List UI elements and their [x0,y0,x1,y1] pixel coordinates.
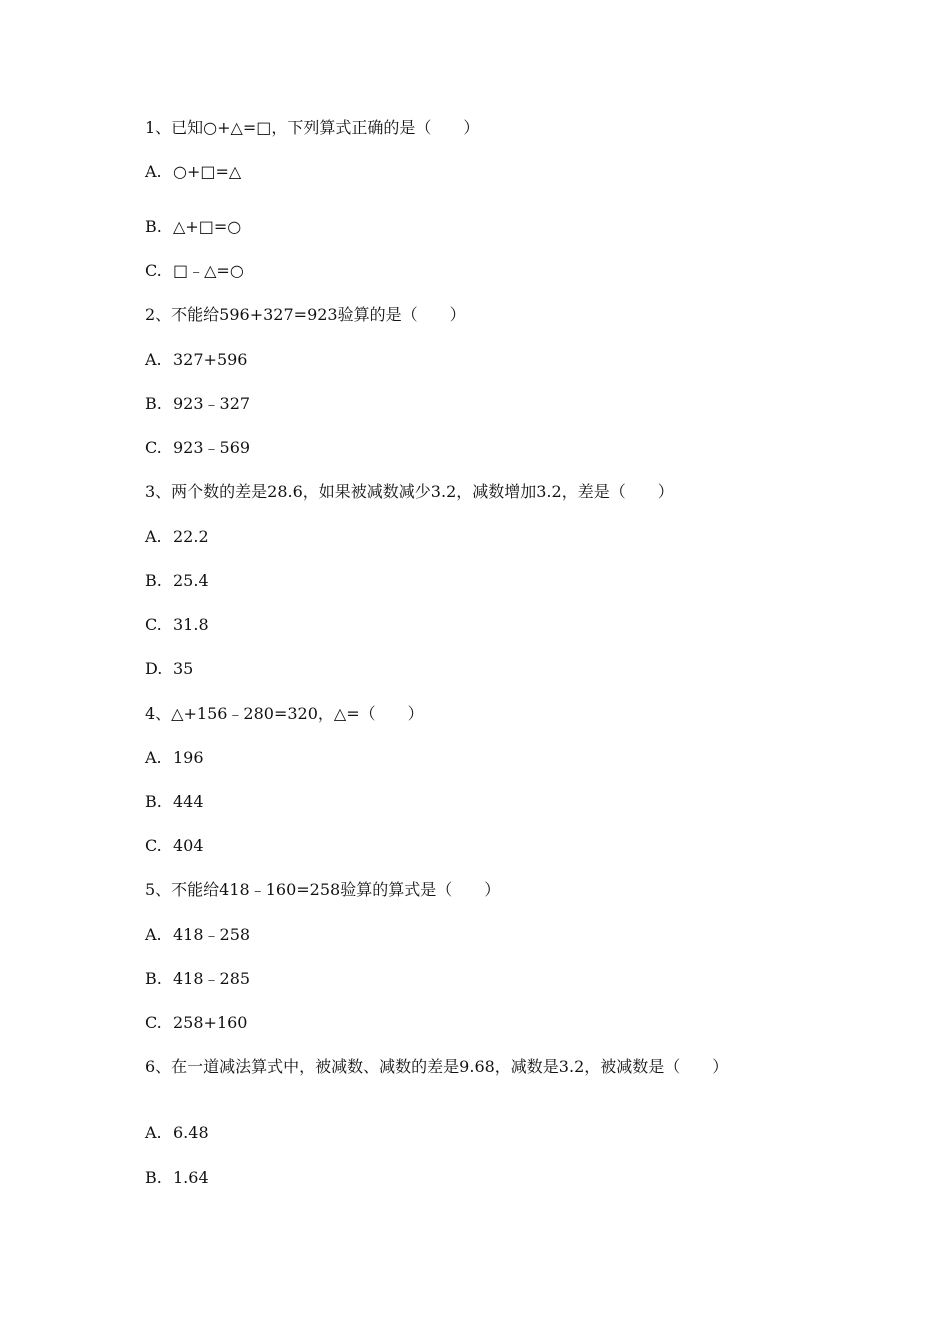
option-letter: C. [145,438,162,457]
option-text: 923﹣327 [173,394,251,413]
option-letter: B. [145,1168,162,1187]
option-letter: B. [145,217,162,236]
question-1-option-a [145,161,241,183]
question-4-option-a [145,747,204,769]
question-1-option-c [145,260,244,282]
option-letter: B. [145,571,162,590]
option-letter: A. [145,527,162,546]
option-text: 404 [173,836,204,855]
question-5-text: 5、不能给418﹣160=258验算的算式是（ ） [145,880,501,899]
question-1-text: 1、已知○+△=□，下列算式正确的是（ ） [145,118,480,137]
option-text: 327+596 [173,350,248,369]
question-4-option-b [145,791,204,813]
question-3-option-b [145,570,209,592]
question-2-text: 2、不能给596+327=923验算的是（ ） [145,305,466,324]
option-text: 1.64 [173,1168,209,1187]
option-letter: C. [145,261,162,280]
question-6-text: 6、在一道减法算式中，被减数、减数的差是9.68，减数是3.2，被减数是（ ） [145,1057,729,1076]
question-3-text: 3、两个数的差是28.6，如果被减数减少3.2，减数增加3.2，差是（ ） [145,482,674,501]
question-5-option-a [145,924,250,946]
option-letter: D. [145,659,163,678]
option-letter: A. [145,162,162,181]
question-4-option-c [145,835,204,857]
option-text: 923﹣569 [173,438,251,457]
option-letter: A. [145,1123,162,1142]
option-text: 418﹣285 [173,969,251,988]
option-text: 444 [173,792,204,811]
question-3-option-a [145,526,209,548]
option-letter: A. [145,350,162,369]
option-letter: A. [145,925,162,944]
option-text: 258+160 [173,1013,248,1032]
option-letter: B. [145,792,162,811]
question-5-option-c [145,1012,247,1034]
question-5-option-b [145,968,250,990]
question-2-option-c [145,437,250,459]
option-text: 31.8 [173,615,209,634]
question-3-option-c [145,614,209,636]
question-3-option-d [145,658,193,680]
question-1-option-b [145,216,241,238]
option-text: 22.2 [173,527,209,546]
question-4-text: 4、△+156﹣280=320，△=（ ） [145,704,424,723]
question-6-option-a [145,1122,209,1144]
question-2-option-b [145,393,250,415]
option-letter: A. [145,748,162,767]
option-text: △+□=○ [173,217,242,236]
option-text: ○+□=△ [173,162,242,181]
option-text: 25.4 [173,571,209,590]
option-letter: C. [145,1013,162,1032]
option-text: 196 [173,748,204,767]
option-letter: C. [145,836,162,855]
option-text: 6.48 [173,1123,209,1142]
option-letter: C. [145,615,162,634]
option-letter: B. [145,969,162,988]
option-text: 35 [173,659,194,678]
option-letter: B. [145,394,162,413]
option-text: 418﹣258 [173,925,251,944]
question-2-option-a [145,349,247,371]
question-6-option-b [145,1167,209,1189]
option-text: □﹣△=○ [173,261,244,280]
